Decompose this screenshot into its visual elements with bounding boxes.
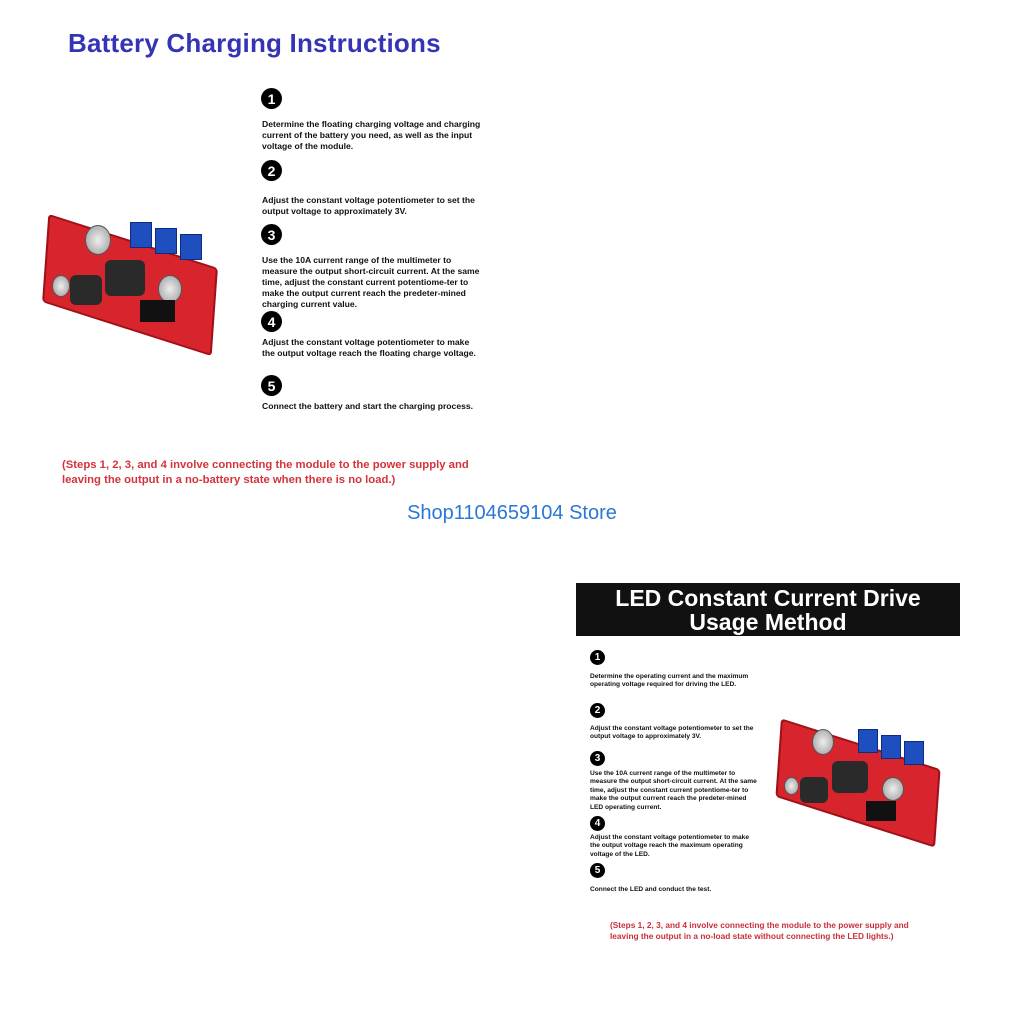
step-1-text: Determine the floating charging voltage and charging current of the battery you need, as well as the input voltage of the module. xyxy=(262,119,481,151)
battery-title: Battery Charging Instructions xyxy=(68,28,441,58)
led-pcb-module-image xyxy=(770,715,950,850)
led-note: (Steps 1, 2, 3, and 4 involve connecting the module to the power supply and leaving the output in a no-load state without connecting the LED lights.) xyxy=(610,920,909,941)
step-1-number: 1 xyxy=(261,88,282,109)
step-2-number: 2 xyxy=(261,160,282,181)
led-step-5-text: Connect the LED and conduct the test. xyxy=(590,886,712,893)
led-title-line2: Usage Method xyxy=(689,609,847,635)
led-step-1-text: Determine the operating current and the maximum operating voltage required for driving the LED. xyxy=(590,673,749,689)
led-step-1-number: 1 xyxy=(590,650,605,665)
step-3-text: Use the 10A current range of the multimeter to measure the output short-circuit current. At the same time, adjust the constant current potentiome-ter to make the output current reach the predeter-mined charging current value. xyxy=(262,255,480,309)
step-5-number: 5 xyxy=(261,375,282,396)
step-3-number: 3 xyxy=(261,224,282,245)
battery-note: (Steps 1, 2, 3, and 4 involve connecting the module to the power supply and leaving the output in a no-battery state when there is no load.) xyxy=(62,459,469,486)
led-step-4-text: Adjust the constant voltage potentiometer to make the output voltage reach the maximum operating voltage of the LED. xyxy=(590,834,750,858)
led-step-3-text: Use the 10A current range of the multimeter to measure the output short-circuit current. At the same time, adjust the constant current potentiome-ter to make the output current reach the predeter-mined LED operating current. xyxy=(590,770,757,811)
step-4-text: Adjust the constant voltage potentiometer to make the output voltage reach the floating charge voltage. xyxy=(262,337,476,358)
led-step-3-number: 3 xyxy=(590,751,605,766)
led-step-5-number: 5 xyxy=(590,863,605,878)
store-link[interactable]: Shop1104659104 Store xyxy=(407,502,617,524)
pcb-module-image xyxy=(30,200,230,360)
step-2-text: Adjust the constant voltage potentiometer to set the output voltage to approximately 3V. xyxy=(262,195,475,216)
led-step-4-number: 4 xyxy=(590,816,605,831)
led-title-line1: LED Constant Current Drive xyxy=(615,585,921,611)
led-title-banner xyxy=(576,583,960,636)
led-step-2-text: Adjust the constant voltage potentiometer to set the output voltage to approximately 3V. xyxy=(590,725,754,741)
step-4-number: 4 xyxy=(261,311,282,332)
led-step-2-number: 2 xyxy=(590,703,605,718)
step-5-text: Connect the battery and start the charging process. xyxy=(262,401,474,411)
